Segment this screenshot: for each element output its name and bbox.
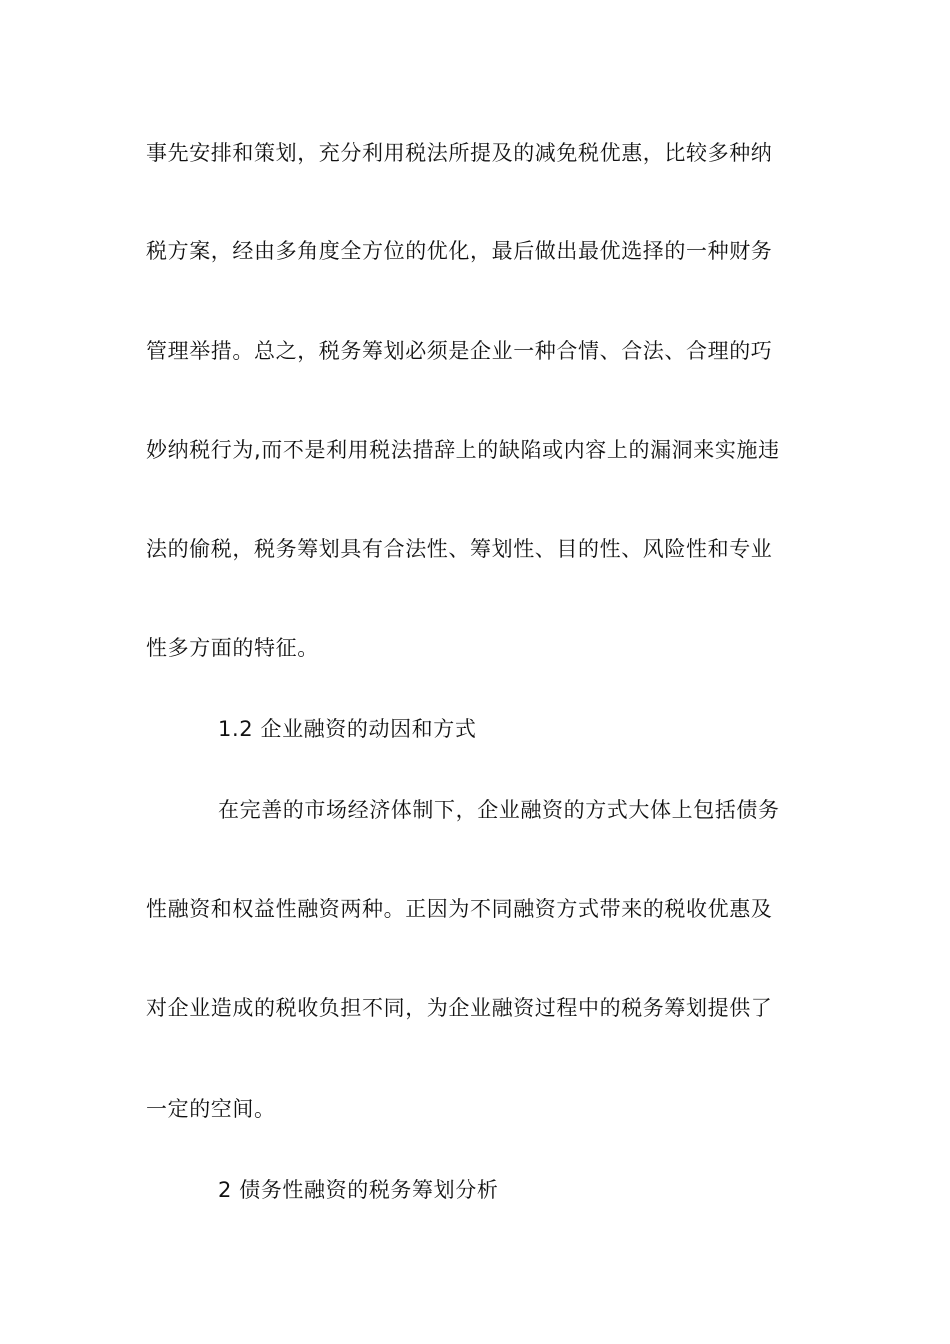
- paragraph-line: 税方案，经由多角度全方位的优化，最后做出最优选择的一种财务: [146, 239, 773, 263]
- paragraph-line: 一定的空间。: [146, 1097, 276, 1121]
- paragraph-line: 事先安排和策划，充分利用税法所提及的减免税优惠，比较多种纳: [146, 141, 773, 165]
- paragraph-line: 管理举措。总之，税务筹划必须是企业一种合情、合法、合理的巧: [146, 339, 773, 363]
- paragraph-line: 法的偷税，税务筹划具有合法性、筹划性、目的性、风险性和专业: [146, 537, 773, 561]
- paragraph-line: 对企业造成的税收负担不同，为企业融资过程中的税务筹划提供了: [146, 996, 773, 1020]
- section-heading: 1.2 企业融资的动因和方式: [218, 717, 477, 741]
- paragraph-line: 在完善的市场经济体制下，企业融资的方式大体上包括债务: [218, 798, 780, 822]
- section-heading: 2 债务性融资的税务筹划分析: [218, 1178, 499, 1202]
- paragraph-line: 妙纳税行为,而不是利用税法措辞上的缺陷或内容上的漏洞来实施违: [146, 438, 780, 462]
- paragraph-line: 性融资和权益性融资两种。正因为不同融资方式带来的税收优惠及: [146, 897, 773, 921]
- paragraph-line: 性多方面的特征。: [146, 636, 319, 660]
